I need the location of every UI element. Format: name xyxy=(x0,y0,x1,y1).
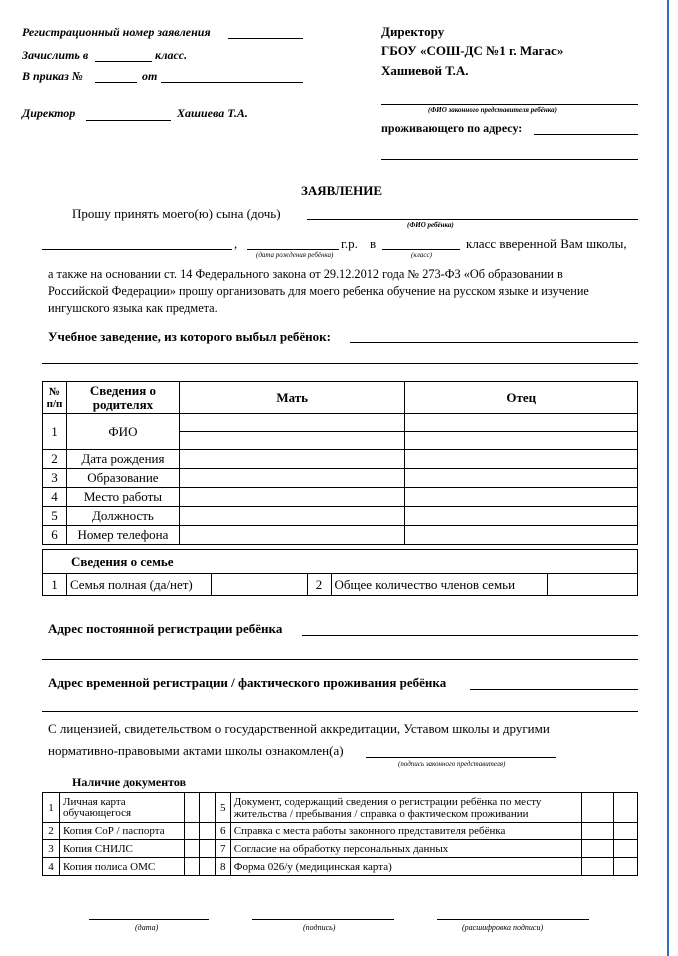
reg-number-field[interactable] xyxy=(228,38,303,39)
page-edge xyxy=(667,0,669,956)
doc-num: 4 xyxy=(43,858,60,876)
doc-num: 5 xyxy=(215,793,230,823)
doc-label: Копия СНИЛС xyxy=(59,840,184,858)
addressee-line1: Директору xyxy=(381,24,445,39)
row-label-dob: Дата рождения xyxy=(66,450,179,469)
order-prefix: В приказ № xyxy=(22,69,83,83)
docs-table xyxy=(42,792,638,876)
mother-dob-cell[interactable] xyxy=(179,450,405,469)
doc-check[interactable] xyxy=(184,858,199,876)
row-num: 2 xyxy=(43,450,67,469)
row-num: 6 xyxy=(43,526,67,545)
address-permanent-label: Адрес постоянной регистрации ребёнка xyxy=(48,621,283,636)
page-title: ЗАЯВЛЕНИЕ xyxy=(301,183,383,198)
family-table xyxy=(42,549,638,596)
signature-field[interactable] xyxy=(252,919,394,920)
mother-education-cell[interactable] xyxy=(179,469,405,488)
dob-caption: (дата рождения ребёнка) xyxy=(256,251,334,259)
doc-label: Документ, содержащий сведения о регистрации ребёнка по месту жительства / пребывания / справка о фактическом проживании xyxy=(230,793,581,823)
doc-label: Копия СоР / паспорта xyxy=(59,823,184,840)
father-fio-cell-2[interactable] xyxy=(405,432,638,450)
request-text: Прошу принять моего(ю) сына (дочь) xyxy=(72,206,281,221)
doc-num: 3 xyxy=(43,840,60,858)
father-education-cell[interactable] xyxy=(405,469,638,488)
mother-phone-cell[interactable] xyxy=(179,526,405,545)
row-label-workplace: Место работы xyxy=(66,488,179,507)
school-left-field-2[interactable] xyxy=(42,363,638,364)
doc-label: Согласие на обработку персональных данных xyxy=(230,840,581,858)
doc-label: Копия полиса ОМС xyxy=(59,858,184,876)
child-name-cont-field[interactable] xyxy=(42,249,232,250)
decoding-caption: (расшифровка подписи) xyxy=(462,923,544,932)
row-num: 5 xyxy=(43,507,67,526)
addressee-line3: Хашиевой Т.А. xyxy=(381,63,469,78)
doc-label: Справка с места работы законного представителя ребёнка xyxy=(230,823,581,840)
class-caption: (класс) xyxy=(411,251,432,259)
doc-check[interactable] xyxy=(582,823,614,840)
doc-num: 8 xyxy=(215,858,230,876)
enroll-class-field[interactable] xyxy=(95,61,152,62)
docs-title: Наличие документов xyxy=(72,775,187,789)
child-fio-caption: (ФИО ребёнка) xyxy=(407,221,454,229)
family-members-cell[interactable] xyxy=(548,574,638,596)
mother-position-cell[interactable] xyxy=(179,507,405,526)
father-fio-cell-1[interactable] xyxy=(405,414,638,432)
doc-num: 6 xyxy=(215,823,230,840)
address-temp-label: Адрес временной регистрации / фактического проживания ребёнка xyxy=(48,675,447,690)
address-field-1[interactable] xyxy=(534,134,638,135)
father-workplace-cell[interactable] xyxy=(405,488,638,507)
address-label: проживающего по адресу: xyxy=(381,121,523,135)
basis-line2: Российской Федерации» прошу организовать для моего ребенка обучение на русском языке и изучение xyxy=(48,284,589,298)
mother-fio-cell-2[interactable] xyxy=(179,432,405,450)
ack-signature-field[interactable] xyxy=(366,757,556,758)
parent-fio-field[interactable] xyxy=(381,104,638,105)
enroll-suffix: класс. xyxy=(155,48,188,62)
signature-caption: (подпись) xyxy=(303,923,336,932)
comma: , xyxy=(234,236,238,251)
parent-fio-caption: (ФИО законного представителя ребёнка) xyxy=(428,106,557,114)
enroll-prefix: Зачислить в xyxy=(22,48,89,62)
order-number-field[interactable] xyxy=(95,82,137,83)
doc-num: 1 xyxy=(43,793,60,823)
doc-check-2[interactable] xyxy=(199,840,215,858)
doc-check-2[interactable] xyxy=(199,858,215,876)
school-left-label: Учебное заведение, из которого выбыл ребёнок: xyxy=(48,329,331,344)
order-from: от xyxy=(142,69,158,83)
doc-num: 7 xyxy=(215,840,230,858)
family-num-2: 2 xyxy=(307,574,331,596)
decoding-field[interactable] xyxy=(437,919,589,920)
school-left-field[interactable] xyxy=(350,342,638,343)
director-signature-field[interactable] xyxy=(86,120,171,121)
address-temp-field[interactable] xyxy=(470,689,638,690)
addressee-line2: ГБОУ «СОШ-ДС №1 г. Магас» xyxy=(381,43,564,58)
row-label-fio: ФИО xyxy=(66,414,179,450)
order-date-field[interactable] xyxy=(161,82,303,83)
doc-check[interactable] xyxy=(582,840,614,858)
reg-number-label: Регистрационный номер заявления xyxy=(22,25,211,39)
address-temp-field-2[interactable] xyxy=(42,711,638,712)
family-num-1: 1 xyxy=(43,574,67,596)
row-num: 3 xyxy=(43,469,67,488)
doc-check-2[interactable] xyxy=(613,823,637,840)
mother-workplace-cell[interactable] xyxy=(179,488,405,507)
date-caption: (дата) xyxy=(135,923,159,932)
col-num-header: № п/п xyxy=(43,382,67,414)
row-num: 4 xyxy=(43,488,67,507)
ack-line2: нормативно-правовыми актами школы ознакомлен(а) xyxy=(48,743,344,758)
basis-line1: а также на основании ст. 14 Федерального закона от 29.12.2012 года № 273-ФЗ «Об образовании в xyxy=(48,267,563,281)
director-label: Директор xyxy=(22,106,76,120)
family-complete-cell[interactable] xyxy=(211,574,307,596)
row-num: 1 xyxy=(43,414,67,450)
ack-caption: (подпись законного представителя) xyxy=(398,760,506,768)
doc-num: 2 xyxy=(43,823,60,840)
family-members-label: Общее количество членов семьи xyxy=(331,574,548,596)
doc-check-2[interactable] xyxy=(199,823,215,840)
doc-check-2[interactable] xyxy=(613,858,637,876)
col-father-header: Отец xyxy=(405,382,638,414)
row-label-education: Образование xyxy=(66,469,179,488)
parents-table xyxy=(42,381,638,545)
address-permanent-field[interactable] xyxy=(302,635,638,636)
doc-check[interactable] xyxy=(184,793,199,823)
class-text: класс вверенной Вам школы, xyxy=(466,236,627,251)
ack-line1: С лицензией, свидетельством о государственной аккредитации, Уставом школы и другими xyxy=(48,721,550,736)
father-phone-cell[interactable] xyxy=(405,526,638,545)
basis-line3: ингушского языка как предмета. xyxy=(48,301,218,315)
doc-check[interactable] xyxy=(184,840,199,858)
year-suffix: г.р. xyxy=(341,236,358,251)
father-dob-cell[interactable] xyxy=(405,450,638,469)
doc-check[interactable] xyxy=(582,858,614,876)
doc-check[interactable] xyxy=(582,793,614,823)
doc-label: Личная карта обучающегося xyxy=(59,793,184,823)
father-position-cell[interactable] xyxy=(405,507,638,526)
row-label-position: Должность xyxy=(66,507,179,526)
doc-check[interactable] xyxy=(184,823,199,840)
doc-check-2[interactable] xyxy=(613,793,637,823)
address-permanent-field-2[interactable] xyxy=(42,659,638,660)
row-label-phone: Номер телефона xyxy=(66,526,179,545)
child-dob-field[interactable] xyxy=(247,249,339,250)
doc-check-2[interactable] xyxy=(199,793,215,823)
director-name: Хашиева Т.А. xyxy=(177,106,248,120)
address-field-2[interactable] xyxy=(381,159,638,160)
doc-check-2[interactable] xyxy=(613,840,637,858)
family-complete-label: Семья полная (да/нет) xyxy=(66,574,211,596)
in-word: в xyxy=(370,236,377,251)
mother-fio-cell-1[interactable] xyxy=(179,414,405,432)
doc-label: Форма 026/у (медицинская карта) xyxy=(230,858,581,876)
child-fio-field[interactable] xyxy=(307,219,638,220)
family-header: Сведения о семье xyxy=(43,550,638,574)
class-field[interactable] xyxy=(382,249,460,250)
col-mother-header: Мать xyxy=(179,382,405,414)
date-field[interactable] xyxy=(89,919,209,920)
col-info-header: Сведения о родителях xyxy=(66,382,179,414)
